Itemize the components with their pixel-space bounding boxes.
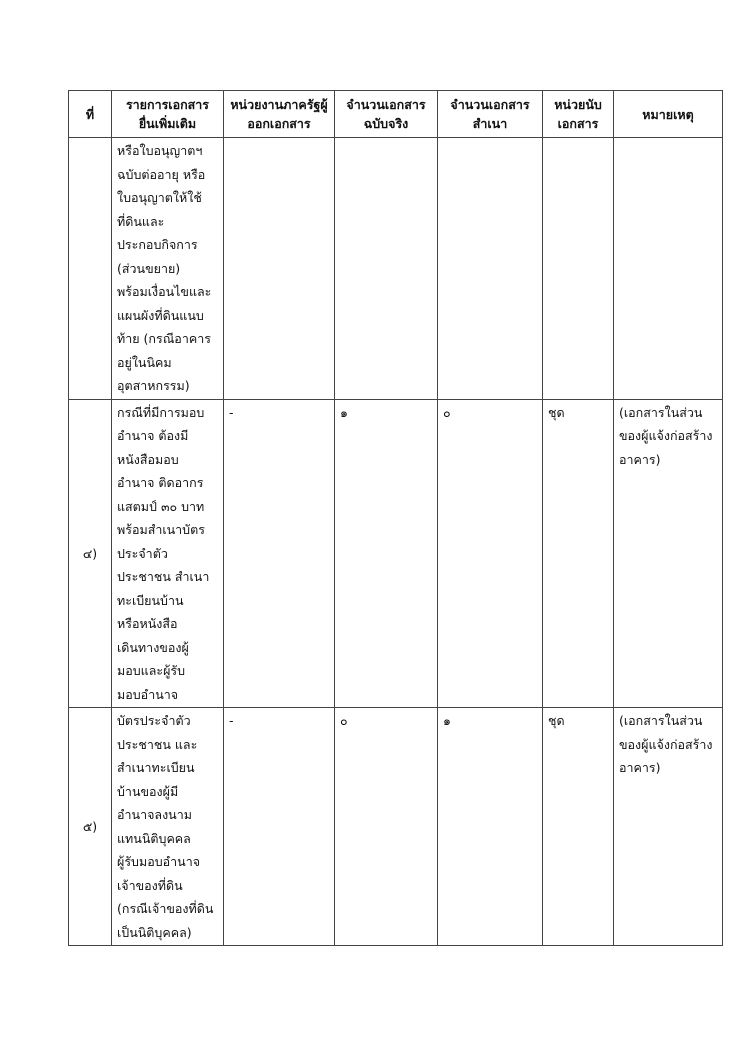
- row-original-count: ๑: [335, 399, 438, 708]
- row-number: ๔): [69, 399, 112, 708]
- row-original-count: ๐: [335, 708, 438, 946]
- table-row: [69, 399, 723, 708]
- row-original-count: [335, 138, 438, 400]
- header-unit: หน่วยนับ เอกสาร: [543, 91, 614, 138]
- row-document-item: หรือใบอนุญาตฯ ฉบับต่ออายุ หรือ ใบอนุญาตให้ใช้ ที่ดินและ ประกอบกิจการ (ส่วนขยาย) พร้อมเงื่อนไขและ แผนผังที่ดินแนบ ท้าย (กรณีอาคาร อยู่ในนิคม อุตสาหกรรม): [112, 138, 224, 400]
- row-copy-count: [438, 138, 543, 400]
- header-note: หมายเหตุ: [614, 91, 723, 138]
- row-number: ๕): [69, 708, 112, 946]
- header-document-item: รายการเอกสาร ยื่นเพิ่มเติม: [112, 91, 224, 138]
- row-note: [614, 138, 723, 400]
- row-copy-count: ๐: [438, 399, 543, 708]
- header-copy-count: จำนวนเอกสาร สำเนา: [438, 91, 543, 138]
- table-row: [69, 138, 723, 400]
- row-document-item: กรณีที่มีการมอบ อำนาจ ต้องมี หนังสือมอบ อำนาจ ติดอากร แสตมป์ ๓๐ บาท พร้อมสำเนาบัตร ประจำตัว ประชาชน สำเนา ทะเบียนบ้าน หรือหนังสือ เดินทางของผู้ มอบและผู้รับ มอบอำนาจ: [112, 399, 224, 708]
- row-issuing-agency: -: [224, 399, 335, 708]
- row-unit: ชุด: [543, 708, 614, 946]
- header-original-count: จำนวนเอกสาร ฉบับจริง: [335, 91, 438, 138]
- row-note: (เอกสารในส่วน ของผู้แจ้งก่อสร้าง อาคาร): [614, 399, 723, 708]
- row-copy-count: ๑: [438, 708, 543, 946]
- row-number: [69, 138, 112, 400]
- header-number: ที่: [69, 91, 112, 138]
- row-document-item: บัตรประจำตัว ประชาชน และ สำเนาทะเบียน บ้านของผู้มี อำนาจลงนาม แทนนิติบุคคล ผู้รับมอบอำนาจ เจ้าของที่ดิน (กรณีเจ้าของที่ดิน เป็นนิติบุคคล): [112, 708, 224, 946]
- row-unit: ชุด: [543, 399, 614, 708]
- document-table: [68, 90, 723, 946]
- table-row: [69, 708, 723, 946]
- table-header-row: [69, 91, 723, 138]
- row-unit: [543, 138, 614, 400]
- row-note: (เอกสารในส่วน ของผู้แจ้งก่อสร้าง อาคาร): [614, 708, 723, 946]
- row-issuing-agency: [224, 138, 335, 400]
- header-issuing-agency: หน่วยงานภาครัฐผู้ ออกเอกสาร: [224, 91, 335, 138]
- row-issuing-agency: -: [224, 708, 335, 946]
